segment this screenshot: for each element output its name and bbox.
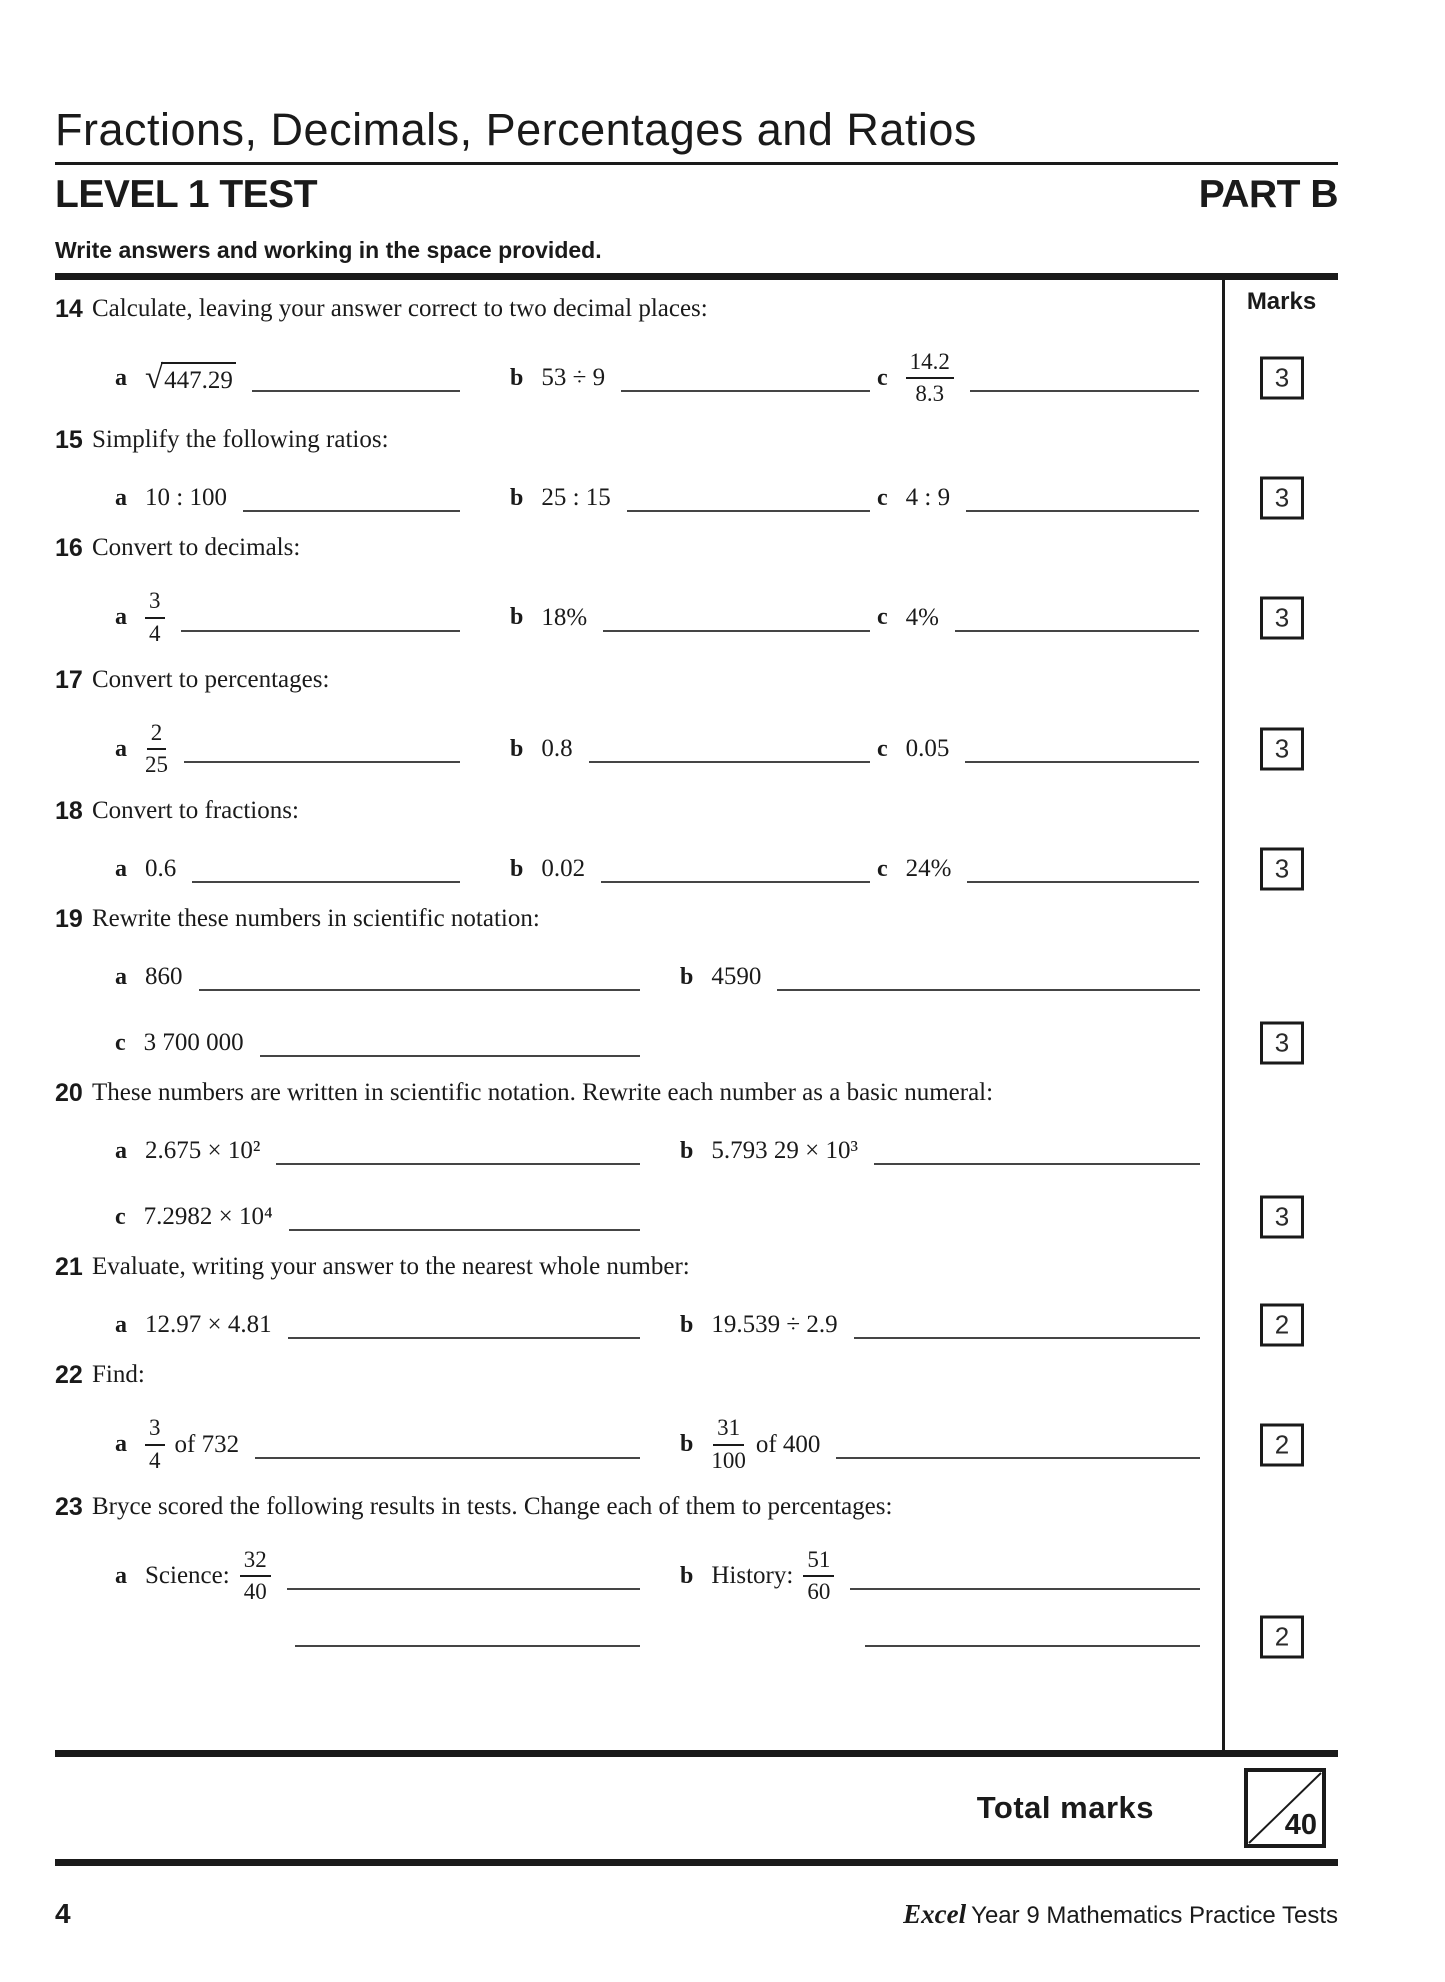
questions	[55, 294, 1290, 1652]
part-a	[115, 855, 460, 883]
question-text: Find:	[92, 1361, 145, 1388]
answer-row	[55, 1546, 1222, 1608]
question-number: 19	[55, 905, 83, 933]
answer-line[interactable]	[601, 881, 870, 883]
table-bottom-rule	[55, 1750, 1338, 1757]
part-label: a	[115, 855, 127, 882]
question-number: 15	[55, 426, 83, 454]
answer-line[interactable]	[836, 1457, 1200, 1459]
part-b	[510, 735, 870, 763]
math-expression: 4590	[711, 963, 762, 990]
marks-value: 3	[1274, 853, 1290, 884]
marks-box	[1260, 1616, 1304, 1659]
marks-column-header: Marks	[1246, 287, 1317, 315]
question-19	[55, 904, 1290, 1062]
answer-line[interactable]	[181, 630, 461, 632]
part-label: b	[680, 1431, 694, 1458]
table-top-rule	[55, 273, 1338, 280]
part-label: a	[115, 484, 127, 511]
part-label: c	[115, 1029, 126, 1056]
part-c	[877, 735, 1199, 763]
marks-box	[1260, 1196, 1304, 1239]
fraction-denominator: 4	[149, 1447, 161, 1473]
answer-line[interactable]	[874, 1163, 1200, 1165]
marks-box	[1260, 848, 1304, 891]
answer-line[interactable]	[184, 761, 460, 763]
question-text: Bryce scored the following results in tests. Change each of them to percentages:	[92, 1492, 893, 1520]
fraction-denominator: 4	[149, 620, 161, 646]
answer-row	[55, 850, 1290, 888]
fraction-numerator: 3	[145, 1414, 165, 1446]
question-header	[55, 533, 1222, 563]
answer-line[interactable]	[955, 630, 1199, 632]
marks-column-divider	[1222, 280, 1225, 1750]
part-a	[115, 1546, 640, 1608]
marks-box	[1260, 1304, 1304, 1347]
marks-box	[1260, 596, 1304, 639]
marks-value: 3	[1274, 602, 1290, 633]
part-label: c	[877, 855, 888, 882]
part-label: b	[510, 364, 524, 391]
fraction-expression	[145, 719, 168, 781]
answer-line[interactable]	[603, 630, 870, 632]
part-c	[877, 604, 1199, 632]
math-expression: 7.2982 × 10⁴	[143, 1203, 273, 1230]
part-label: a	[115, 1311, 127, 1338]
answer-line[interactable]	[243, 510, 460, 512]
marks-box	[1260, 1423, 1304, 1466]
question-18	[55, 796, 1290, 888]
answer-line[interactable]	[966, 510, 1199, 512]
question-number: 14	[55, 294, 83, 323]
answer-row	[55, 958, 1222, 996]
answer-line[interactable]	[288, 1337, 640, 1339]
answer-row	[55, 348, 1290, 410]
brand-name: Excel	[903, 1898, 967, 1929]
fraction-expression	[145, 1414, 165, 1476]
question-number: 21	[55, 1253, 83, 1281]
part-label: b	[510, 855, 524, 882]
part-label: b	[510, 735, 524, 762]
part-b	[510, 364, 870, 392]
question-header	[55, 1078, 1222, 1108]
part-label: c	[115, 1203, 126, 1230]
series-title: Year 9 Mathematics Practice Tests	[971, 1901, 1338, 1929]
answer-row	[55, 479, 1290, 517]
question-16	[55, 533, 1290, 649]
answer-line[interactable]	[199, 989, 641, 991]
page-number: 4	[55, 1897, 71, 1929]
part-label: b	[510, 604, 524, 631]
answer-line[interactable]	[965, 761, 1199, 763]
working-lines-row	[55, 1621, 1290, 1652]
part-label: b	[510, 484, 524, 511]
part-label: a	[115, 1562, 127, 1589]
answer-line[interactable]	[967, 881, 1199, 883]
part-label: b	[680, 1562, 694, 1589]
part-label: a	[115, 604, 127, 631]
fraction-denominator: 40	[243, 1579, 267, 1605]
fraction-numerator: 51	[803, 1546, 834, 1578]
part-c	[115, 1029, 640, 1057]
fraction-denominator: 25	[145, 752, 168, 778]
math-expression: 12.97 × 4.81	[145, 1311, 272, 1338]
question-15	[55, 425, 1290, 517]
marks-value: 2	[1274, 1621, 1290, 1652]
answer-line[interactable]	[192, 881, 460, 883]
imprint	[903, 1899, 1338, 1930]
question-17	[55, 665, 1290, 781]
answer-row	[55, 1306, 1290, 1344]
square-root-expression	[145, 359, 236, 396]
part-label: a	[115, 1137, 127, 1164]
part-a	[115, 963, 640, 991]
fraction-numerator: 31	[713, 1414, 744, 1446]
math-expression: 0.05	[905, 735, 950, 763]
part-label: b	[680, 963, 694, 990]
question-header	[55, 1492, 1222, 1522]
part-b	[680, 1546, 1200, 1608]
answer-row	[55, 587, 1290, 649]
math-expression: 0.6	[145, 855, 177, 882]
question-23	[55, 1492, 1290, 1652]
answer-line[interactable]	[627, 510, 870, 512]
math-expression: 4 : 9	[905, 484, 951, 511]
part-label: c	[877, 364, 888, 391]
total-possible-marks: 40	[1284, 1808, 1317, 1841]
part-a	[115, 359, 460, 396]
question-20	[55, 1078, 1290, 1236]
fraction-numerator: 3	[145, 587, 165, 619]
marks-box	[1260, 728, 1304, 771]
question-text: Rewrite these numbers in scientific notation:	[92, 905, 540, 932]
answer-line[interactable]	[260, 1055, 640, 1057]
part-a	[115, 484, 460, 512]
math-expression: 0.8	[541, 735, 573, 763]
fraction-denominator: 8.3	[915, 381, 945, 407]
level-row	[55, 173, 1338, 217]
fraction-expression	[803, 1546, 834, 1608]
question-text: Simplify the following ratios:	[92, 426, 389, 453]
answer-line[interactable]	[589, 761, 870, 763]
question-number: 23	[55, 1492, 83, 1521]
marks-value: 3	[1274, 733, 1290, 764]
total-marks-row	[55, 1757, 1338, 1859]
question-21	[55, 1252, 1290, 1344]
math-expression: 3 700 000	[143, 1029, 244, 1056]
question-header	[55, 796, 1222, 826]
part-b	[510, 604, 870, 632]
part-label: a	[115, 364, 127, 391]
answer-row	[55, 1198, 1290, 1236]
answer-line[interactable]	[621, 390, 870, 392]
answer-line[interactable]	[777, 989, 1200, 991]
fraction-numerator: 14.2	[906, 348, 954, 380]
marks-box	[1260, 1022, 1304, 1065]
math-expression: 5.793 29 × 10³	[711, 1137, 858, 1164]
question-text: These numbers are written in scientific notation. Rewrite each number as a basic numeral:	[92, 1079, 994, 1106]
answer-row	[55, 1132, 1222, 1170]
fraction-expression	[145, 587, 165, 649]
part-a	[115, 719, 460, 781]
radicand: 447.29	[161, 362, 236, 395]
question-header	[55, 1360, 1222, 1390]
part-b	[680, 1414, 1200, 1476]
answer-row	[55, 1414, 1290, 1476]
part-label: PART B	[1198, 172, 1338, 216]
question-header	[55, 904, 1222, 934]
page-footer	[55, 1898, 1338, 1930]
marks-value: 3	[1274, 362, 1290, 393]
part-b	[680, 1137, 1200, 1165]
answer-line[interactable]	[850, 1588, 1200, 1590]
answer-line[interactable]	[252, 390, 460, 392]
part-label: b	[680, 1311, 694, 1338]
question-text: Convert to fractions:	[92, 797, 299, 824]
question-number: 18	[55, 797, 83, 825]
fraction-numerator: 2	[147, 719, 167, 751]
marks-value: 3	[1274, 1027, 1290, 1058]
radical-icon: √	[145, 359, 164, 396]
answer-line[interactable]	[255, 1457, 640, 1459]
part-b	[510, 484, 870, 512]
total-marks-box[interactable]	[1244, 1768, 1326, 1848]
math-expression: 10 : 100	[145, 484, 227, 511]
question-number: 16	[55, 534, 83, 562]
answer-line[interactable]	[865, 1645, 1200, 1647]
question-text: Convert to percentages:	[92, 665, 330, 693]
part-suffix: of 732	[174, 1430, 240, 1458]
marks-value: 2	[1274, 1429, 1290, 1460]
part-a	[115, 1137, 640, 1165]
fraction-numerator: 32	[240, 1546, 271, 1578]
answer-line[interactable]	[276, 1163, 640, 1165]
total-marks-label: Total marks	[976, 1789, 1154, 1825]
part-b	[510, 855, 870, 883]
answer-line[interactable]	[295, 1645, 640, 1647]
part-b	[680, 963, 1200, 991]
answer-row	[55, 719, 1290, 781]
question-14	[55, 294, 1290, 410]
fraction-expression	[906, 348, 954, 410]
fraction-expression	[711, 1414, 746, 1476]
part-prefix: History:	[711, 1562, 794, 1590]
math-expression: 18%	[541, 603, 588, 631]
marks-box	[1260, 477, 1304, 520]
part-label: a	[115, 735, 127, 762]
fraction-denominator: 100	[711, 1447, 746, 1473]
math-expression: 19.539 ÷ 2.9	[711, 1311, 838, 1338]
fraction-expression	[240, 1546, 271, 1608]
part-label: c	[877, 604, 888, 631]
page-title: Fractions, Decimals, Percentages and Ratios	[55, 104, 977, 155]
part-label: a	[115, 963, 127, 990]
question-header	[55, 665, 1222, 695]
marks-box	[1260, 357, 1304, 400]
math-expression: 860	[145, 963, 183, 990]
answer-line[interactable]	[854, 1337, 1200, 1339]
marks-value: 3	[1274, 482, 1290, 513]
question-text: Calculate, leaving your answer correct to two decimal places:	[92, 294, 708, 322]
footer-rule	[55, 1859, 1338, 1866]
question-number: 17	[55, 665, 83, 694]
part-c	[115, 1203, 640, 1231]
level-label: LEVEL 1 TEST	[55, 172, 318, 216]
marks-value: 3	[1274, 1201, 1290, 1232]
instruction-text: Write answers and working in the space provided.	[55, 236, 602, 263]
math-expression: 2.675 × 10²	[145, 1137, 261, 1164]
question-number: 22	[55, 1361, 83, 1389]
answer-row	[55, 1024, 1290, 1062]
answer-line[interactable]	[970, 390, 1199, 392]
part-label: c	[877, 484, 888, 511]
question-number: 20	[55, 1079, 83, 1107]
title-rule	[55, 162, 1338, 165]
fraction-denominator: 60	[807, 1579, 831, 1605]
math-expression: 0.02	[541, 855, 586, 882]
part-a	[115, 1414, 640, 1476]
part-c	[877, 348, 1199, 410]
answer-line[interactable]	[287, 1588, 640, 1590]
answer-line[interactable]	[289, 1229, 640, 1231]
question-22	[55, 1360, 1290, 1476]
math-expression: 24%	[905, 855, 952, 882]
question-header	[55, 1252, 1222, 1282]
math-expression: 53 ÷ 9	[541, 364, 606, 392]
part-b	[680, 1311, 1200, 1339]
math-expression: 25 : 15	[541, 484, 611, 511]
part-a	[115, 1311, 640, 1339]
part-prefix: Science:	[145, 1562, 230, 1590]
part-c	[877, 855, 1199, 883]
part-suffix: of 400	[755, 1430, 821, 1458]
question-header	[55, 425, 1222, 455]
part-label: c	[877, 735, 888, 762]
math-expression: 4%	[905, 603, 939, 631]
part-c	[877, 484, 1199, 512]
marks-value: 2	[1274, 1309, 1290, 1340]
question-header	[55, 294, 1222, 324]
question-text: Convert to decimals:	[92, 534, 301, 561]
part-a	[115, 587, 460, 649]
part-label: a	[115, 1431, 127, 1458]
question-table	[55, 280, 1338, 1750]
part-label: b	[680, 1137, 694, 1164]
question-text: Evaluate, writing your answer to the nearest whole number:	[92, 1253, 690, 1280]
